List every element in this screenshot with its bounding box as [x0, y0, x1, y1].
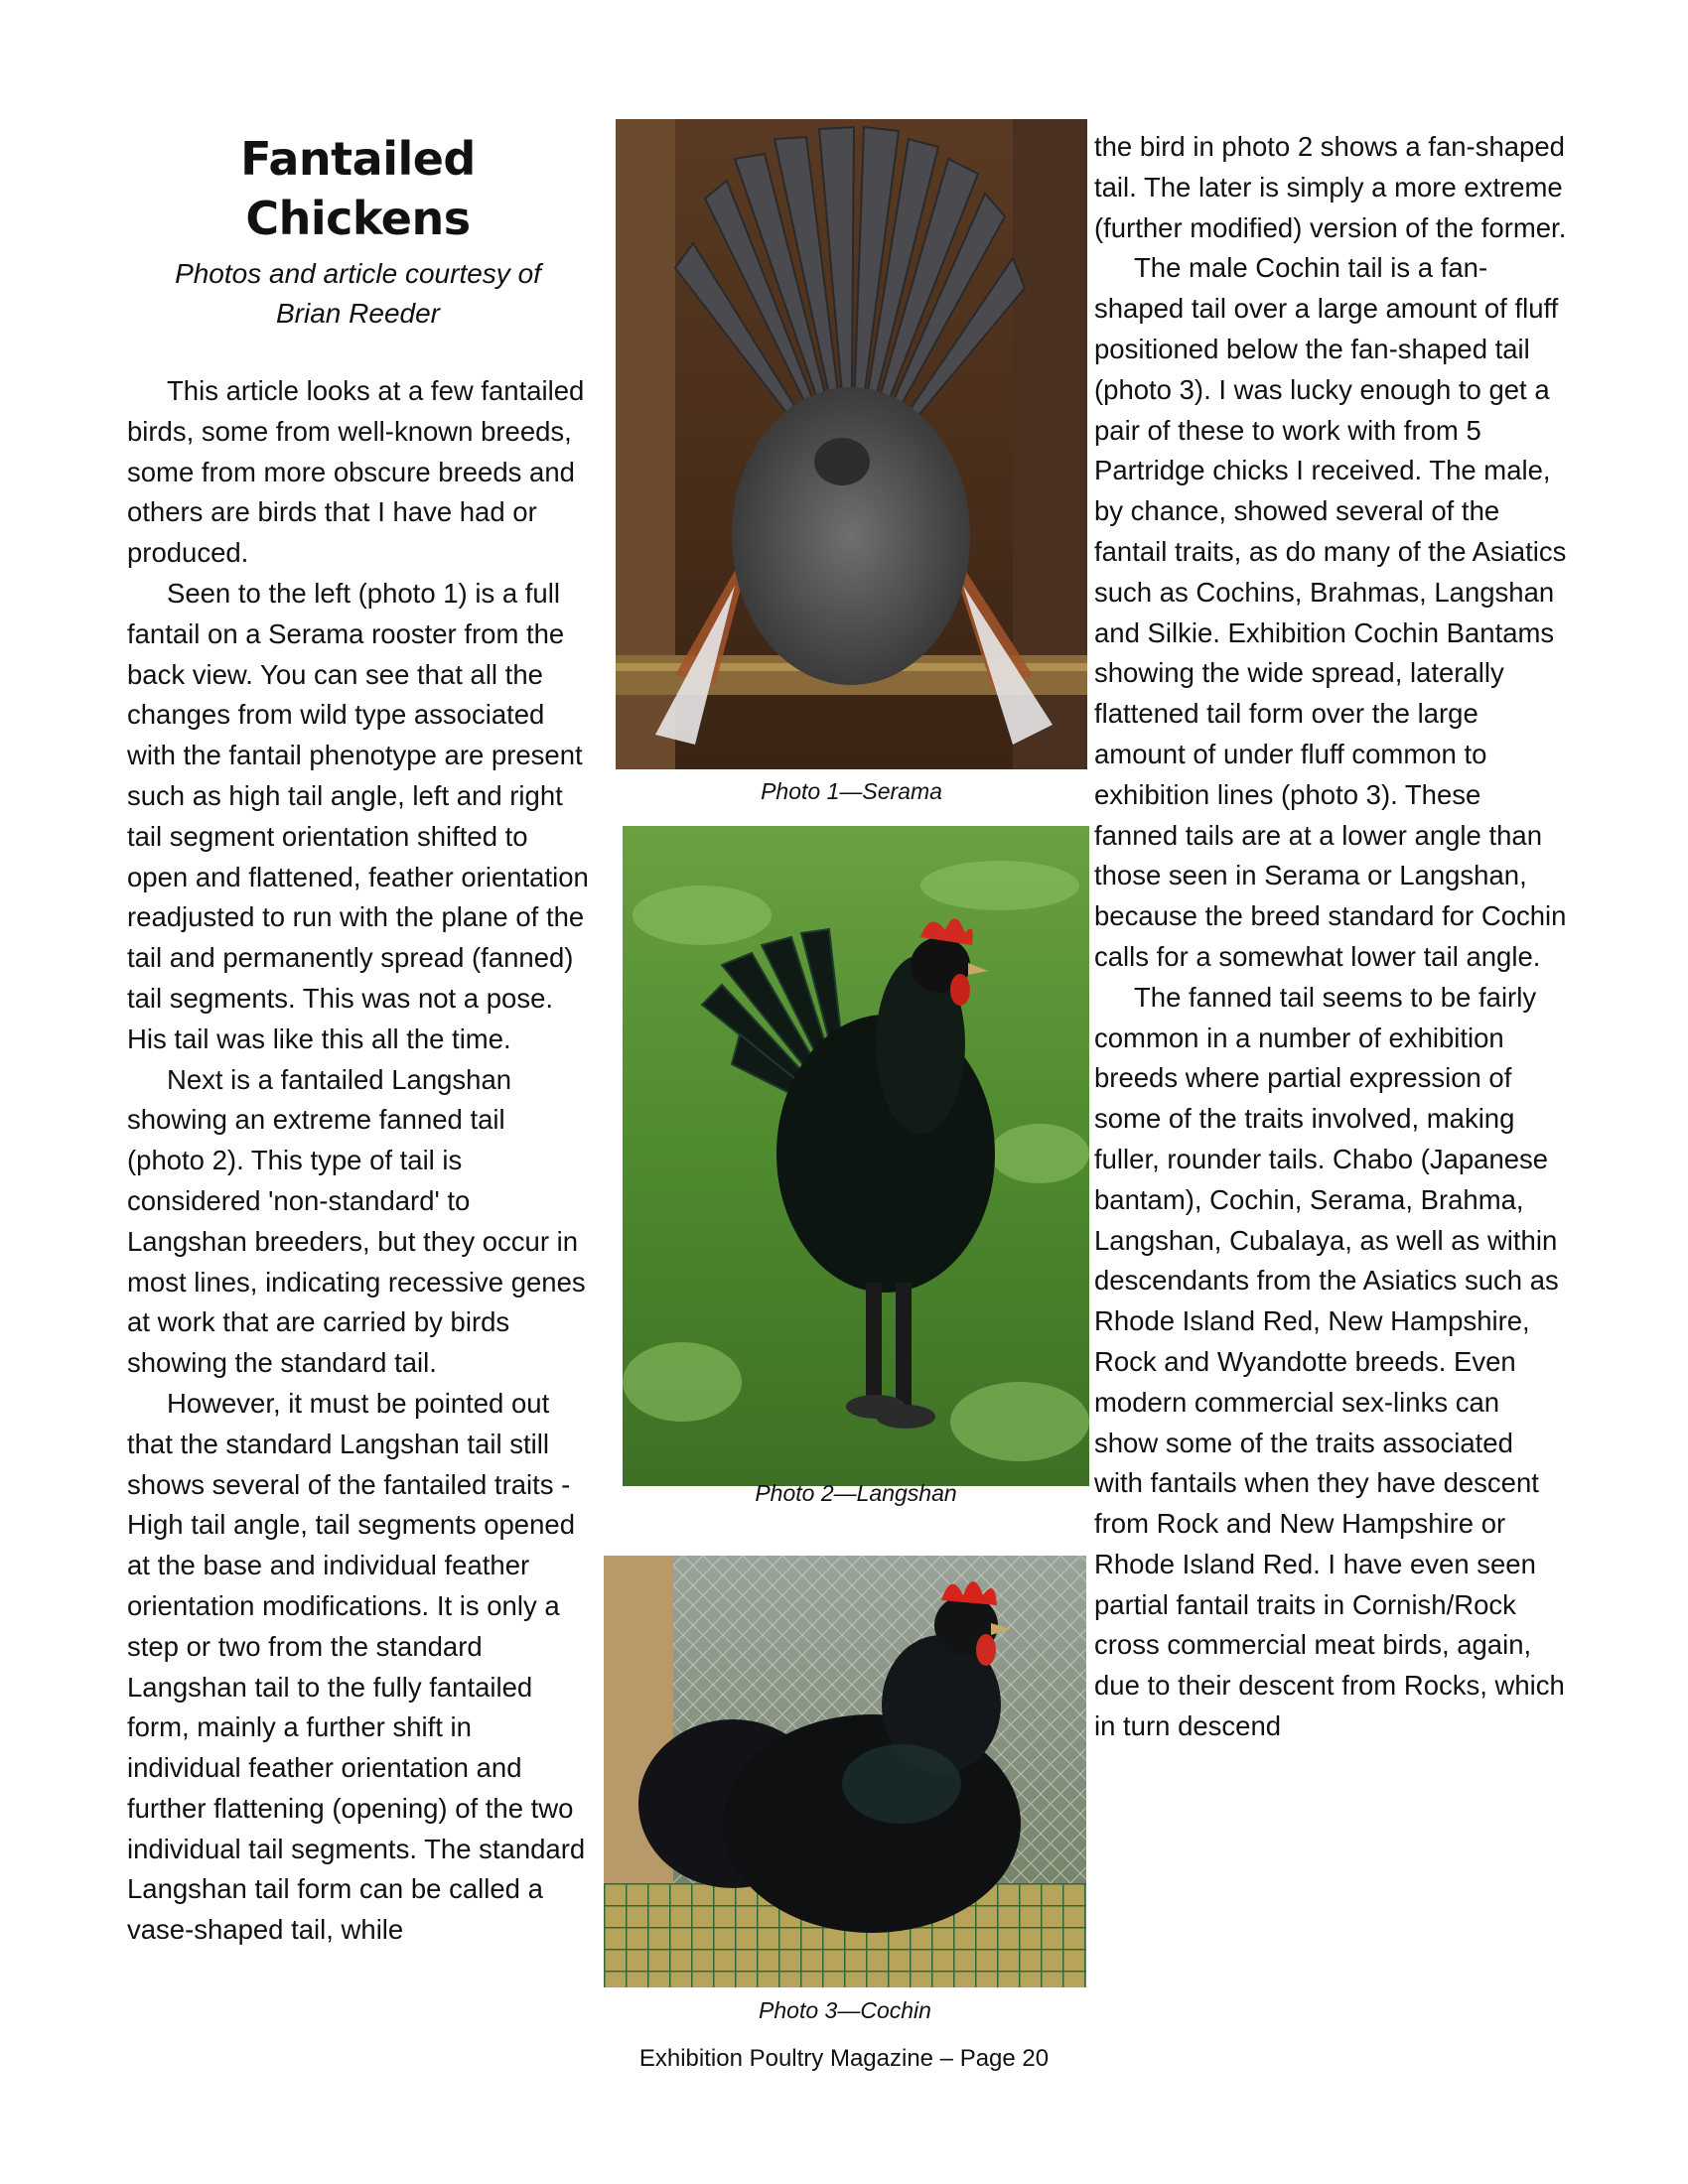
photo-serama: [616, 119, 1087, 769]
byline-line-1: Photos and article courtesy of: [175, 258, 541, 289]
photo-2-caption: Photo 2—Langshan: [755, 1480, 957, 1506]
article-byline: [127, 254, 589, 334]
left-paragraph-4: However, it must be pointed out that the standard Langshan tail still shows several of the fantailed traits - High tail angle, tail segments opened at the base and individual feather orientation modifications. It is only a step or two from the standard Langshan tail to the fully fantailed form, mainly a further shift in individual feather orientation and further flattening (opening) of the two individual tail segments. The standard Langshan tail form can be called a vase-shaped tail, while: [127, 1387, 586, 1946]
page-footer: Exhibition Poultry Magazine – Page 20: [638, 2045, 1050, 2072]
photo-1-caption: Photo 1—Serama: [761, 778, 942, 804]
right-paragraph-3: The fanned tail seems to be fairly common in a number of exhibition breeds where partial expression of some of the traits involved, making fuller, rounder tails. Chabo (Japanese bantam), Cochin, Serama, Brahma, Langshan, Cubalaya, as well as within descendants from the Asiatics such as Rhode Island Red, New Hampshire, Rock and Wyandotte breeds. Even modern commercial sex-links can show some of the traits associated with fantails when they have descent from Rock and New Hampshire or Rhode Island Red. I have even seen partial fantail traits in Cornish/Rock cross commercial meat birds, again, due to their descent from Rocks, which in turn descend: [1094, 981, 1565, 1742]
left-column: [127, 129, 589, 1951]
right-column: [1094, 127, 1569, 1747]
right-paragraph-1: the bird in photo 2 shows a fan-shaped tail. The later is simply a more extreme (further modified) version of the former.: [1094, 131, 1567, 243]
photo-langshan: [623, 826, 1089, 1486]
photo-3-caption: Photo 3—Cochin: [759, 1997, 931, 2023]
right-paragraph-2: The male Cochin tail is a fan-shaped tail over a large amount of fluff positioned below the fan-shaped tail (photo 3). I was lucky enough to get a pair of these to work with from 5 Partridge chicks I received. The male, by chance, showed several of the fantail traits, as do many of the Asiatics such as Cochins, Brahmas, Langshan and Silkie. Exhibition Cochin Bantams showing the wide spread, laterally flattened tail form over the large amount of under fluff common to exhibition lines (photo 3). These fanned tails are at a lower angle than those seen in Serama or Langshan, because the breed standard for Cochin calls for a somewhat lower tail angle.: [1094, 252, 1567, 972]
left-paragraph-1: This article looks at a few fantailed birds, some from well-known breeds, some from more obscure breeds and others are birds that I have had or produced.: [127, 375, 585, 569]
byline-line-2: Brian Reeder: [276, 298, 440, 329]
left-paragraph-3: Next is a fantailed Langshan showing an extreme fanned tail (photo 2). This type of tail is considered 'non-standard' to Langshan breeders, but they occur in most lines, indicating recessive genes at work that are carried by birds showing the standard tail.: [127, 1063, 586, 1379]
left-paragraph-2: Seen to the left (photo 1) is a full fantail on a Serama rooster from the back view. You can see that all the changes from wild type associated with the fantail phenotype are present such as high tail angle, left and right tail segment orientation shifted to open and flattened, feather orientation readjusted to run with the plane of the tail and permanently spread (fanned) tail segments. This was not a pose. His tail was like this all the time.: [127, 577, 589, 1054]
photo-cochin: [604, 1556, 1086, 1987]
article-title: Fantailed Chickens: [240, 132, 476, 245]
